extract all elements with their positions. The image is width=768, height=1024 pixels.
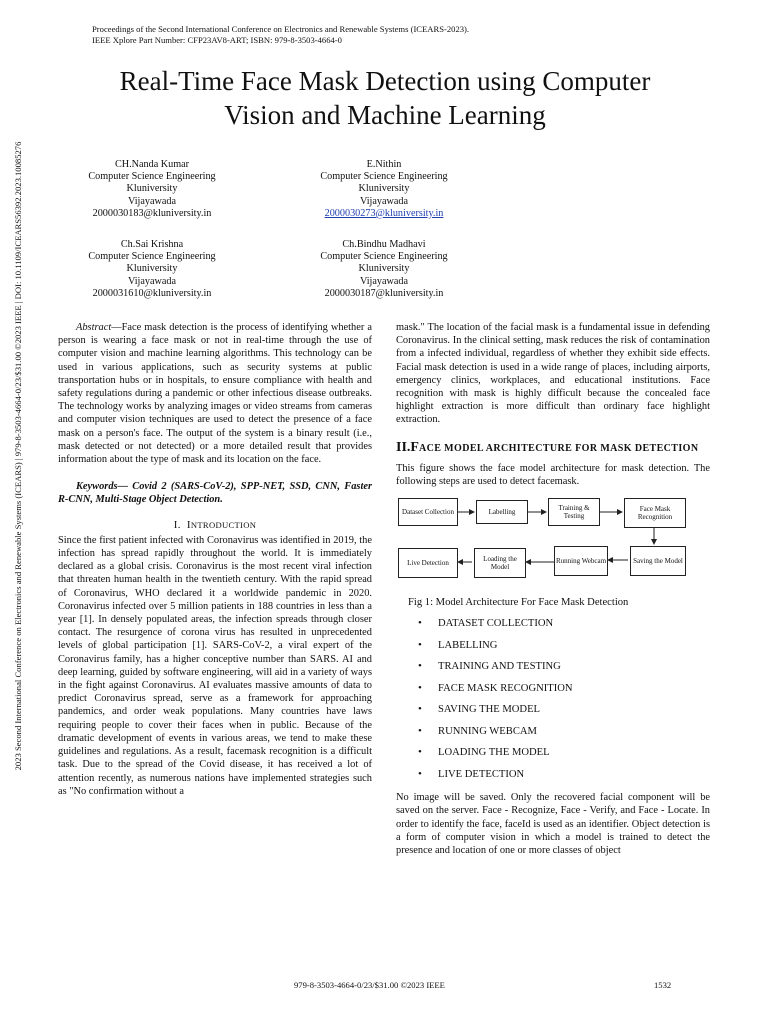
list-item: • LIVE DETECTION	[416, 764, 710, 786]
keywords-label: Keywords	[76, 481, 118, 493]
node-face-mask-recognition: Face Mask Recognition	[624, 498, 686, 528]
introduction-continued: mask." The location of the facial mask is a fundamental issue in defending Coronavirus. In the clinical setting, mask reduces the risk of contamination from a infected individual, regardless of whether they exhibit side effects. Facial mask detection is used in a wide range of places, including airports, emergency clinics, workplaces, and educational institutions. Face recognition with mask is highly difficult because the concealed face highlight extraction is more difficult than ordinary face highlight extraction.	[396, 322, 710, 426]
node-training-testing: Training & Testing	[548, 498, 600, 526]
author-city: Vijayawada	[127, 195, 177, 207]
author-city: Vijayawada	[359, 195, 409, 207]
author-block	[264, 159, 504, 220]
author-org: Kluniversity	[126, 263, 178, 275]
node-saving-model: Saving the Model	[630, 546, 686, 576]
node-running-webcam: Running Webcam	[554, 546, 608, 576]
author-email-link[interactable]: 2000030273@kluniversity.in	[324, 207, 444, 219]
list-item: • DATASET COLLECTION	[416, 613, 710, 635]
steps-list	[416, 613, 710, 785]
abstract-label: Abstract	[76, 322, 112, 333]
section-heading-introduction: I. INTRODUCTION	[173, 518, 257, 531]
architecture-diagram	[396, 496, 710, 586]
doi-sidebar: 2023 Second International Conference on Electronics and Renewable Systems (ICEARS) | 979-8-3503-4664-0/23/$31.00 ©2023 IEEE | DOI: 10.1109/ICEARS56392.2023.10085276	[13, 141, 23, 771]
author-name: E.Nithin	[366, 159, 402, 170]
list-item: • TRAINING AND TESTING	[416, 656, 710, 678]
author-city: Vijayawada	[127, 275, 177, 287]
author-block	[32, 159, 272, 220]
title-line-2: Vision and Machine Learning	[224, 100, 546, 130]
xplore-header: IEEE Xplore Part Number: CFP23AV8-ART; ISBN: 979-8-3503-4664-0	[92, 35, 342, 45]
abstract	[58, 321, 372, 466]
node-labelling: Labelling	[476, 500, 528, 524]
author-org: Kluniversity	[358, 263, 410, 275]
abstract-dash: —	[111, 322, 122, 333]
list-item: • RUNNING WEBCAM	[416, 721, 710, 743]
figure-caption: Fig 1: Model Architecture For Face Mask Detection	[408, 597, 629, 609]
abstract-text: Face mask detection is the process of identifying whether a person is wearing a face mask or not in real-time through the use of computer vision and machine learning algorithms. This technology can be used in various applications, such as security systems at public transportation hubs or in hospitals, to ensure compliance with health and safety regulations during a pandemic or other infectious disease outbreaks. The technology works by analyzing images or video streams from cameras and computer vision techniques are used to detect the presence of a face mask on a person's face. The output of the system is a binary result (i.e., mask detected or not detected) or a more detailed result that provides information about the type of mask and its location on the face.	[58, 322, 372, 466]
list-item: • LOADING THE MODEL	[416, 742, 710, 764]
author-block	[32, 239, 272, 300]
author-name: Ch.Sai Krishna	[120, 239, 184, 250]
introduction-text: Since the first patient infected with Coronavirus was identified in 2019, the infection has spread rapidly throughout the world. It is immediately declared as a global crisis. Coronavirus is the most recent viral infection that threaten human health in the twentieth century. With the rapid spread of Coronavirus, WHO declared it a worldwide pandemic in 2020. Coronavirus infected over 5 million patients in 188 countries in less than a year [1]. In densely populated areas, the infection spreads through closer contact. The resurgence of corona virus has resulted in unprecedented levels of global participation [1]. SARS-CoV-2, a viral expert of the Coronavirus family, has a higher conceptive number than SARS. AI and deep learning, guided by software engineering, will aid in a variety of ways in the fight against Coronavirus. AI evaluates massive amounts of data to predict Coronavirus spread, serve as a framework for approaching pandemics, and order weak populations. Many countries have laws requiring people to cover their faces when in public. Because of the dramatic development of events in various areas, we tend to make these guidelines and regulations. As a result, facemask recognition is a difficult task. Due to the spread of the Covid disease, it has received a lot of attention recently, as numerous nations have implemented strategies such as "No confirmation without a	[58, 534, 372, 797]
author-email: 2000030187@kluniversity.in	[324, 287, 444, 299]
author-dept: Computer Science Engineering	[88, 171, 216, 183]
node-live-detection: Live Detection	[398, 548, 458, 578]
section-heading-architecture: II.FACE MODEL ARCHITECTURE FOR MASK DETECTION	[396, 439, 699, 455]
proceedings-header: Proceedings of the Second International Conference on Electronics and Renewable Systems (ICEARS-2023).	[92, 24, 470, 34]
keywords	[58, 480, 372, 506]
left-column	[58, 321, 372, 798]
footer-copyright: 979-8-3503-4664-0/23/$31.00 ©2023 IEEE	[294, 980, 445, 990]
author-city: Vijayawada	[359, 275, 409, 287]
list-item: • LABELLING	[416, 635, 710, 657]
author-block	[264, 239, 504, 300]
author-email: 2000030183@kluniversity.in	[92, 207, 212, 219]
author-name: CH.Nanda Kumar	[114, 159, 190, 170]
author-dept: Computer Science Engineering	[320, 251, 448, 263]
author-org: Kluniversity	[126, 183, 178, 195]
title-line-1: Real-Time Face Mask Detection using Computer	[119, 66, 651, 96]
author-name: Ch.Bindhu Madhavi	[342, 239, 426, 250]
paper-title	[60, 64, 710, 132]
node-loading-model: Loading the Model	[474, 548, 526, 578]
author-org: Kluniversity	[358, 183, 410, 195]
author-dept: Computer Science Engineering	[88, 251, 216, 263]
page-number: 1532	[654, 980, 672, 990]
author-email: 2000031610@kluniversity.in	[92, 287, 212, 299]
list-item: • FACE MASK RECOGNITION	[416, 678, 710, 700]
list-item: • SAVING THE MODEL	[416, 699, 710, 721]
architecture-intro: This figure shows the face model architecture for mask detection. The following steps are used to detect facemask.	[396, 462, 710, 487]
right-column	[396, 321, 710, 857]
keywords-text: — Covid 2 (SARS-CoV-2), SPP-NET, SSD, CNN, Faster R-CNN, Multi-Stage Object Detection.	[58, 481, 372, 506]
after-list-text: No image will be saved. Only the recovered facial component will be saved on the server. Face - Recognize, Face - Verify, and Face - Locate. In order to identify the face, faceId is used as an identifier. Object detection is a form of computer vision in which a model is trained to detect the presence and location of one or more classes of object	[396, 792, 710, 857]
author-dept: Computer Science Engineering	[320, 171, 448, 183]
node-dataset-collection: Dataset Collection	[398, 498, 458, 526]
